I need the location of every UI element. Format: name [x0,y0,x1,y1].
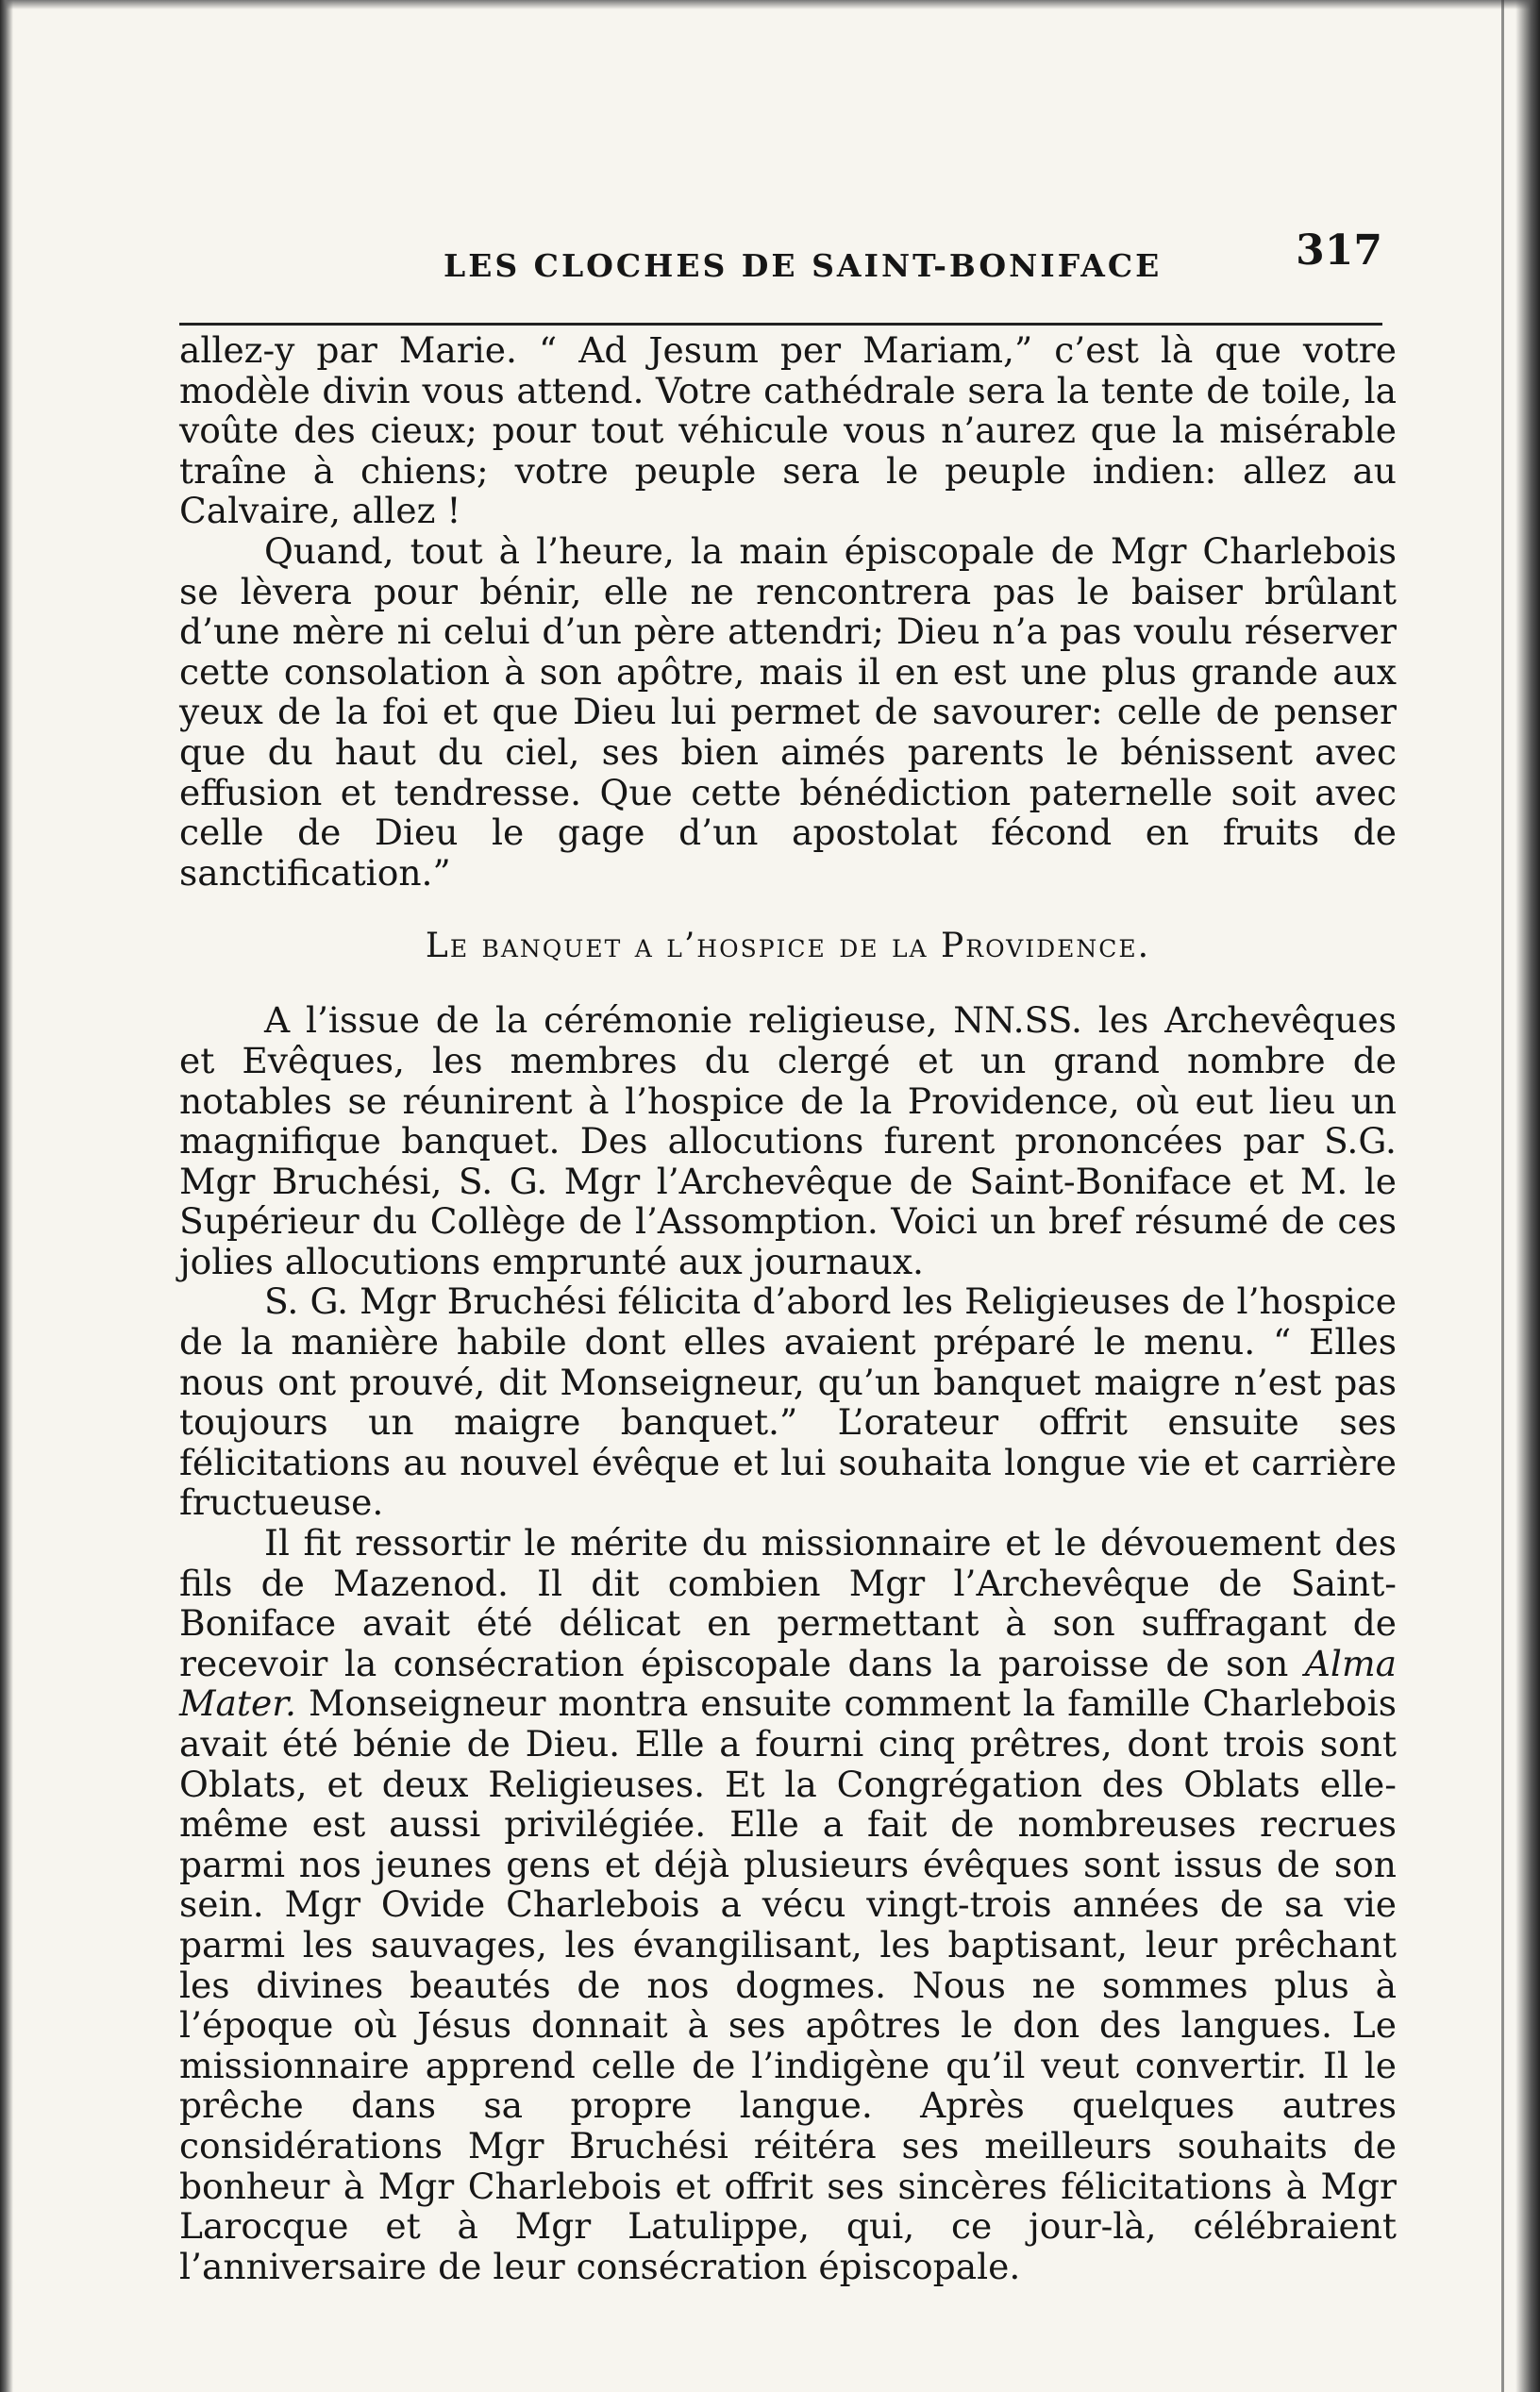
header-rule [179,323,1382,326]
paragraph-continued: allez-y par Marie. “ Ad Jesum per Mariam,” c’est là que votre modèle divin vous attend. Votre cathédrale sera la tente de toile, la voûte des cieux; pour tout véhicule vous n’aurez que la misérable traîne à chiens; votre peuple sera le peuple indien: allez au Calvaire, allez ! [179,329,1397,532]
paragraph: A l’issue de la cérémonie religieuse, NN.SS. les Archevêques et Evêques, les membres du clergé et un grand nombre de notables se réunirent à l’hospice de la Providence, où eut lieu un magnifique banquet. Des allocutions furent prononcées par S.G. Mgr Bruchési, S. G. Mgr l’Archevêque de Saint-Boniface et M. le Supérieur du Collège de l’Assomption. Voici un bref résumé de ces jolies allocutions emprunté aux journaux. [179,999,1397,1282]
page-header [175,219,1382,294]
body-text [179,330,1397,2286]
italic-phrase: Alma Mater. [179,1642,1397,1725]
running-head: LES CLOCHES DE SAINT-BONIFACE [444,247,1163,284]
paragraph-text: Monseigneur montra ensuite comment la famille Charlebois avait été bénie de Dieu. Elle a fourni cinq prêtres, dont trois sont Oblats, et deux Religieuses. Et la Congrégation des Oblats elle-même est aussi privilégiée. Elle a fait de nombreuses recrues parmi nos jeunes gens et déjà plusieurs évêques sont issus de son sein. Mgr Ovide Charlebois a vécu vingt-trois années de sa vie parmi les sauvages, les évangilisant, les baptisant, leur prêchant les divines beautés de nos dogmes. Nous ne sommes plus à l’époque où Jésus donnait à ses apôtres le don des langues. Le missionnaire apprend celle de l’indigène qu’il veut convertir. Il le prêche dans sa propre langue. Après quelques autres considérations Mgr Bruchési réitéra ses meilleurs souhaits de bonheur à Mgr Charlebois et offrit ses sincères félicitations à Mgr Larocque et à Mgr Latulippe, qui, ce jour-là, célébraient l’anniversaire de leur consécration épiscopale. [179,1682,1397,2287]
paragraph: S. G. Mgr Bruchési félicita d’abord les Religieuses de l’hospice de la manière habile dont elles avaient préparé le menu. “ Elles nous ont prouvé, dit Monseigneur, qu’un banquet maigre n’est pas toujours un maigre banquet.” L’orateur offrit ensuite ses félicitations au nouvel évêque et lui souhaita longue vie et carrière fructueuse. [179,1280,1397,1524]
page-top-shadow [0,0,1540,9]
paragraph: Quand, tout à l’heure, la main épiscopale de Mgr Charlebois se lèvera pour bénir, elle ne rencontrera pas le baiser brûlant d’une mère ni celui d’un père attendri; Dieu n’a pas voulu réserver cette consolation à son apôtre, mais il en est une plus grande aux yeux de la foi et que Dieu lui permet de savourer: celle de penser que du haut du ciel, ses bien aimés parents le bénissent avec effusion et tendresse. Que cette bénédiction paternelle soit avec celle de Dieu le gage d’un apostolat fécond en fruits de sanctification.” [179,529,1397,894]
page-number: 317 [1296,226,1382,275]
paragraph-text: Il fit ressortir le mérite du missionnaire et le dévouement des fils de Mazenod. Il dit combien Mgr l’Archevêque de Saint-Boniface avait été délicat en permettant à son suffragant de recevoir la consécration épiscopale dans la paroisse de son [179,1522,1397,1684]
page-left-edge [0,0,13,2392]
page-right-border-line [1501,0,1504,2392]
section-heading: Le banquet a l’hospice de la Providence. [425,927,1151,966]
paragraph [179,1523,1397,2286]
page-right-edge [1515,0,1540,2392]
